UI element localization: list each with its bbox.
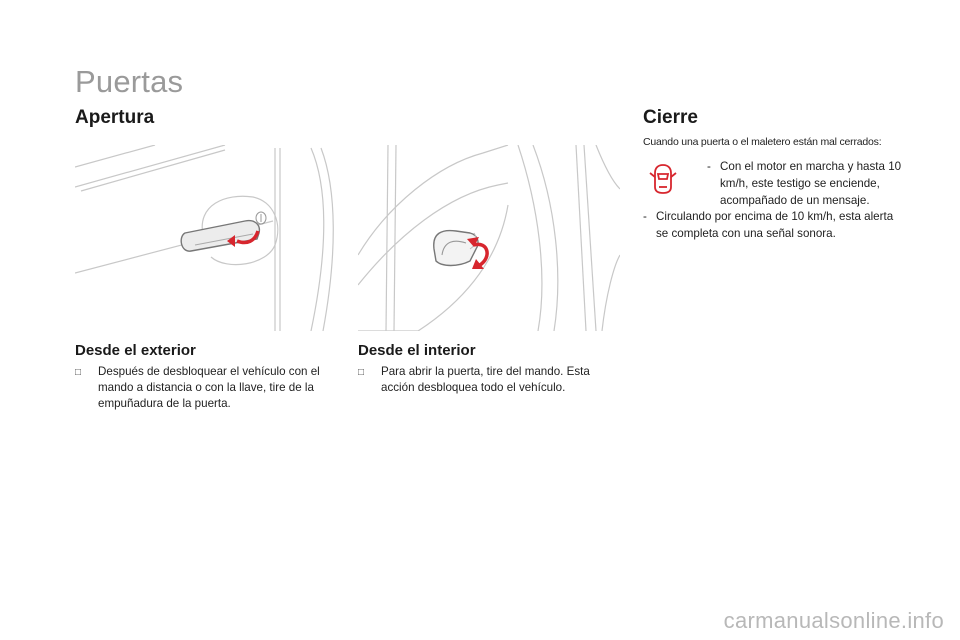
closing-item-1 (707, 158, 907, 209)
exterior-door-handle-illustration (75, 145, 337, 331)
exterior-instruction (75, 364, 340, 412)
checkbox-bullet-icon: □ (358, 367, 365, 378)
dash-bullet: - (643, 210, 647, 223)
closing-item-2 (643, 208, 905, 242)
interior-door-handle-illustration (358, 145, 620, 331)
subheading-exterior: Desde el exterior (75, 342, 196, 359)
subheading-interior: Desde el interior (358, 342, 476, 359)
closing-intro: Cuando una puerta o el maletero están mal cerrados: (643, 136, 882, 148)
page-title: Puertas (75, 64, 184, 99)
watermark: carmanualsonline.info (723, 608, 944, 633)
interior-instruction (358, 364, 620, 396)
door-open-warning-icon (649, 163, 677, 195)
section-title-apertura: Apertura (75, 107, 155, 128)
checkbox-bullet-icon: □ (75, 367, 82, 378)
closing-item-1-text: Con el motor en marcha y hasta 10 km/h, este testigo se enciende, acompañado de un mensaje. (720, 160, 902, 207)
interior-instruction-text: Para abrir la puerta, tire del mando. Esta acción desbloquea todo el vehículo. (381, 365, 590, 394)
closing-item-2-text: Circulando por encima de 10 km/h, esta alerta se completa con una señal sonora. (656, 210, 894, 240)
exterior-instruction-text: Después de desbloquear el vehículo con el mando a distancia o con la llave, tire de la empuñadura de la puerta. (98, 365, 320, 410)
dash-bullet: - (707, 160, 711, 173)
section-title-cierre: Cierre (643, 107, 698, 128)
